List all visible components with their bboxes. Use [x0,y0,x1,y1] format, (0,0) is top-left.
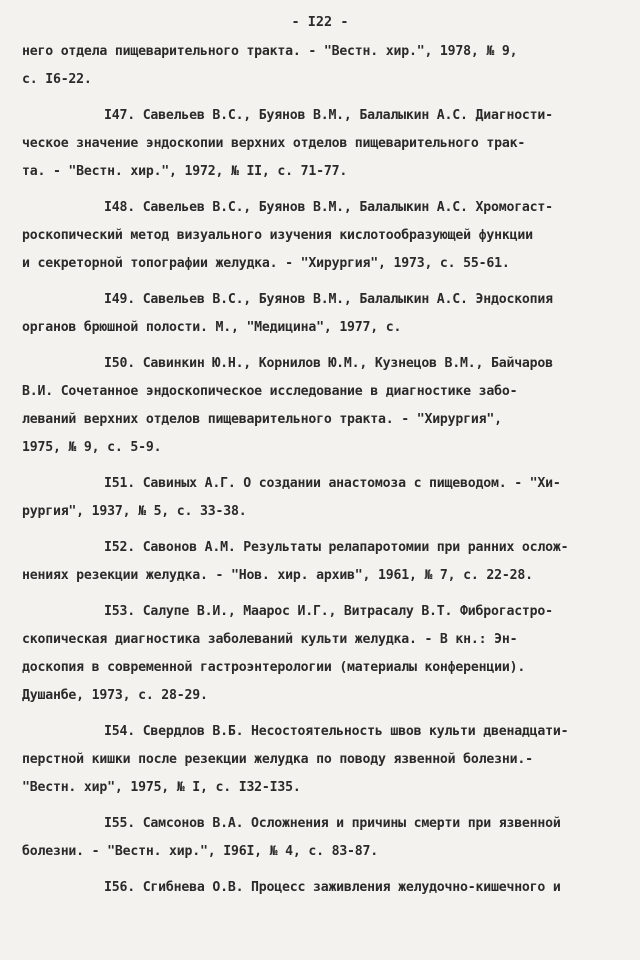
entry-line: рургия", 1937, № 5, с. 33-38. [22,504,247,519]
entry-line: I54. Свердлов В.Б. Несостоятельность швов культи двенадцати- [104,724,569,739]
entry-line: с. I6-22. [22,72,92,87]
entry-line: та. - "Вестн. хир.", 1972, № II, с. 71-77. [22,164,348,179]
entry-gap [22,342,618,350]
bibliography-entry [22,470,618,526]
bibliography-entry [22,38,618,94]
bibliography-entry [22,102,618,186]
entry-line: I48. Савельев В.С., Буянов В.М., Балалыкин А.С. Хромогаст- [104,200,553,215]
entry-line: "Вестн. хир", 1975, № I, с. I32-I35. [22,780,301,795]
bibliography-entry [22,874,618,902]
entry-gap [22,186,618,194]
entry-line: I49. Савельев В.С., Буянов В.М., Балалыкин А.С. Эндоскопия [104,292,553,307]
entry-line: 1975, № 9, с. 5-9. [22,440,162,455]
entry-line: I55. Самсонов В.А. Осложнения и причины смерти при язвенной [104,816,561,831]
entry-line: нениях резекции желудка. - "Нов. хир. архив", 1961, № 7, с. 22-28. [22,568,533,583]
entry-line: роскопический метод визуального изучения кислотообразующей функции [22,228,533,243]
entry-gap [22,802,618,810]
entry-line: перстной кишки после резекции желудка по поводу язвенной болезни.- [22,752,533,767]
bibliography-entry [22,286,618,342]
entry-line: I51. Савиных А.Г. О создании анастомоза с пищеводом. - "Хи- [104,476,561,491]
entry-line: леваний верхних отделов пищеварительного тракта. - "Хирургия", [22,412,502,427]
entry-line: и секреторной топографии желудка. - "Хирургия", 1973, с. 55-61. [22,256,510,271]
bibliography-entry [22,718,618,802]
page-number: - I22 - [291,14,349,30]
entry-gap [22,278,618,286]
entry-gap [22,94,618,102]
entry-line: доскопия в современной гастроэнтерологии (материалы конференции). [22,660,526,675]
entry-line: I53. Салупе В.И., Маарос И.Г., Витрасалу В.Т. Фиброгастро- [104,604,553,619]
entry-gap [22,710,618,718]
bibliography-entry [22,350,618,462]
entry-gap [22,866,618,874]
bibliography-entry [22,194,618,278]
bibliography-entry [22,598,618,710]
bibliography-entry [22,810,618,866]
entry-gap [22,526,618,534]
bibliography-entry [22,534,618,590]
entry-line: болезни. - "Вестн. хир.", I96I, № 4, с. 83-87. [22,844,379,859]
entry-gap [22,590,618,598]
entry-line: скопическая диагностика заболеваний культи желудка. - В кн.: Эн- [22,632,518,647]
entry-line: I47. Савельев В.С., Буянов В.М., Балалыкин А.С. Диагности- [104,108,553,123]
entry-line: I52. Савонов А.М. Результаты релапаротомии при ранних ослож- [104,540,569,555]
entry-line: него отдела пищеварительного тракта. - "Вестн. хир.", 1978, № 9, [22,44,518,59]
entry-line: органов брюшной полости. М., "Медицина", 1977, с. [22,320,402,335]
entry-line: I50. Савинкин Ю.Н., Корнилов Ю.М., Кузнецов В.М., Байчаров [104,356,553,371]
entry-line: ческое значение эндоскопии верхних отделов пищеварительного трак- [22,136,526,151]
entry-gap [22,462,618,470]
entry-line: Душанбе, 1973, с. 28-29. [22,688,208,703]
bibliography-list [22,38,618,902]
entry-line: В.И. Сочетанное эндоскопическое исследование в диагностике забо- [22,384,518,399]
entry-line: I56. Сгибнева О.В. Процесс заживления желудочно-кишечного и [104,880,561,895]
